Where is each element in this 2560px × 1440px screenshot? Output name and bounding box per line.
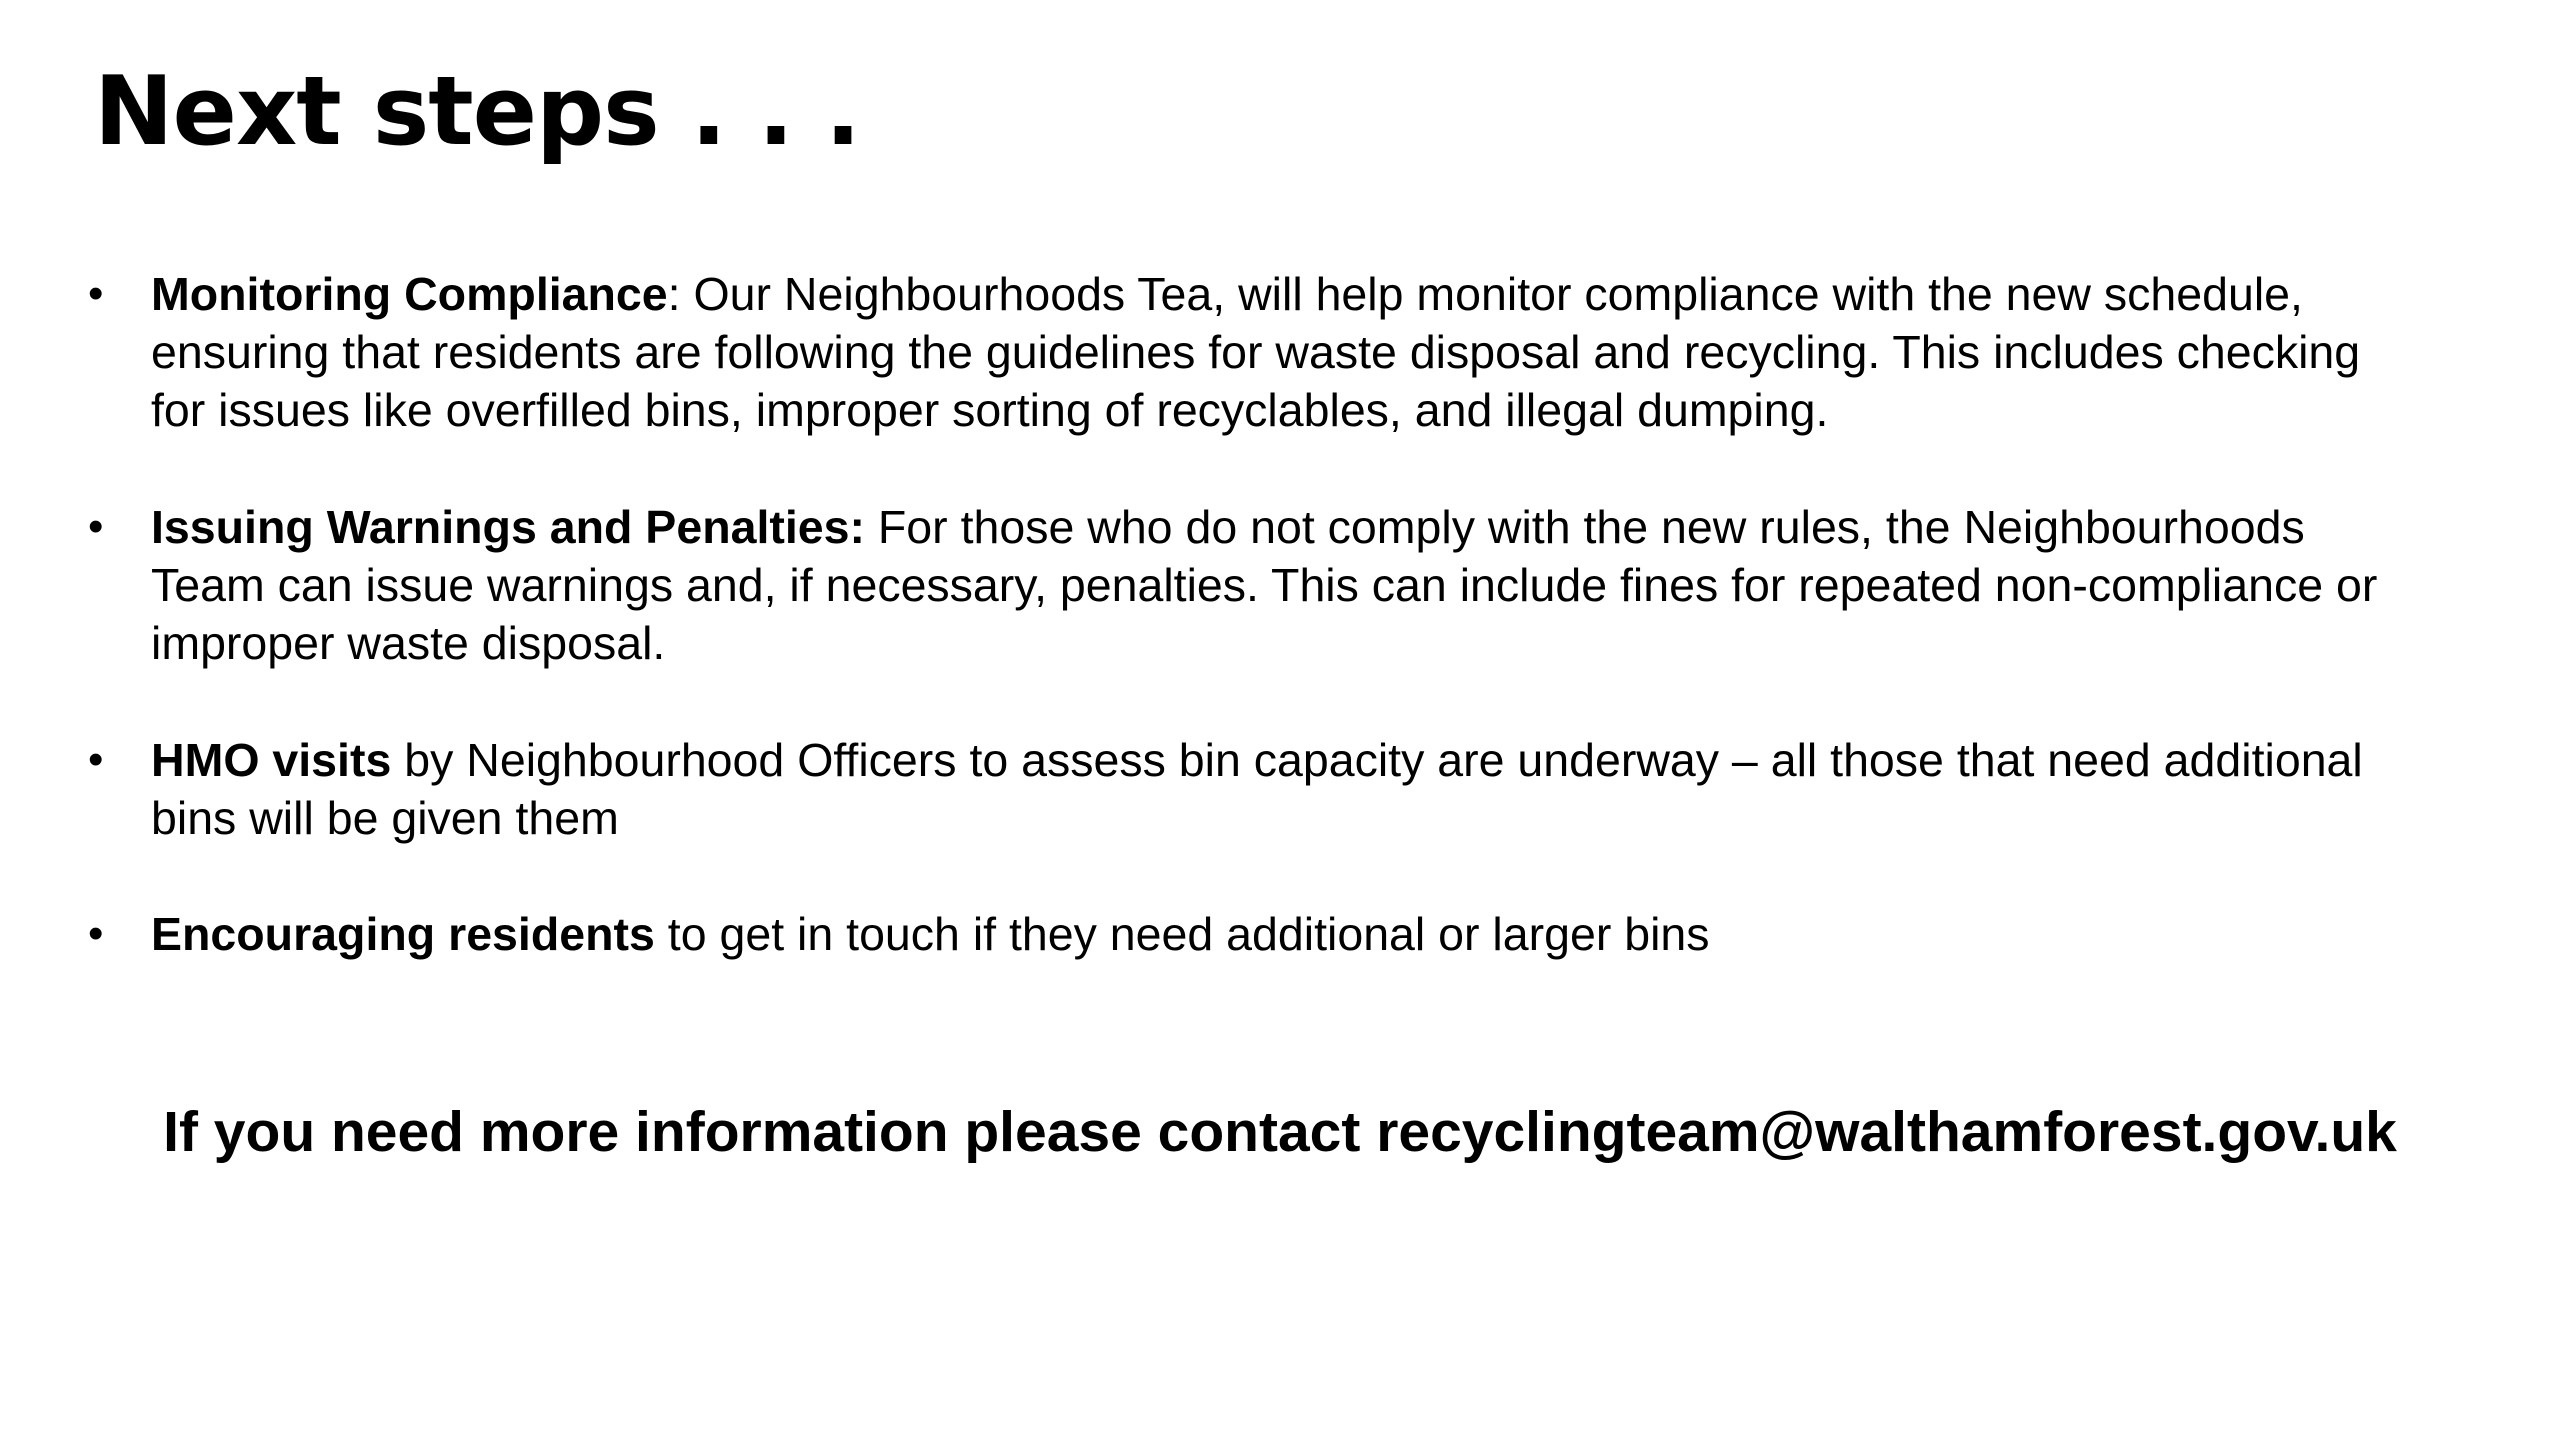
contact-info: If you need more information please contact recyclingteam@walthamforest.gov.uk	[163, 1100, 2397, 1164]
item-body: to get in touch if they need additional or larger bins	[654, 908, 1710, 960]
text-line	[151, 905, 2491, 963]
list-item-text	[151, 498, 2491, 672]
text-line	[151, 731, 2491, 789]
bullet-icon: •	[88, 269, 104, 318]
slide-title: Next steps . . .	[94, 57, 861, 167]
text-line: bins will be given them	[151, 792, 619, 844]
text-line	[151, 265, 2491, 323]
text-line: improper waste disposal.	[151, 617, 666, 669]
item-heading: Monitoring Compliance	[151, 268, 668, 320]
item-heading: HMO visits	[151, 734, 392, 786]
text-line: for issues like overfilled bins, improper sorting of recyclables, and illegal dumping.	[151, 384, 1829, 436]
text-line	[151, 498, 2491, 556]
item-body: : Our Neighbourhoods Tea, will help monitor compliance with the new schedule,	[667, 268, 2303, 320]
text-line: ensuring that residents are following the guidelines for waste disposal and recycling. This includes checking	[151, 326, 2361, 378]
item-heading: Encouraging residents	[151, 908, 655, 960]
list-item-text	[151, 905, 2491, 963]
item-heading: Issuing Warnings and Penalties:	[151, 501, 865, 553]
bullet-icon: •	[88, 502, 104, 551]
item-body: For those who do not comply with the new rules, the Neighbourhoods	[864, 501, 2305, 553]
text-line: Team can issue warnings and, if necessary, penalties. This can include fines for repeated non-compliance or	[151, 559, 2378, 611]
item-body: by Neighbourhood Officers to assess bin capacity are underway – all those that need additional	[391, 734, 2363, 786]
list-item-text	[151, 731, 2491, 847]
list-item-text	[151, 265, 2491, 439]
bullet-icon: •	[88, 735, 104, 784]
bullet-icon: •	[88, 909, 104, 958]
